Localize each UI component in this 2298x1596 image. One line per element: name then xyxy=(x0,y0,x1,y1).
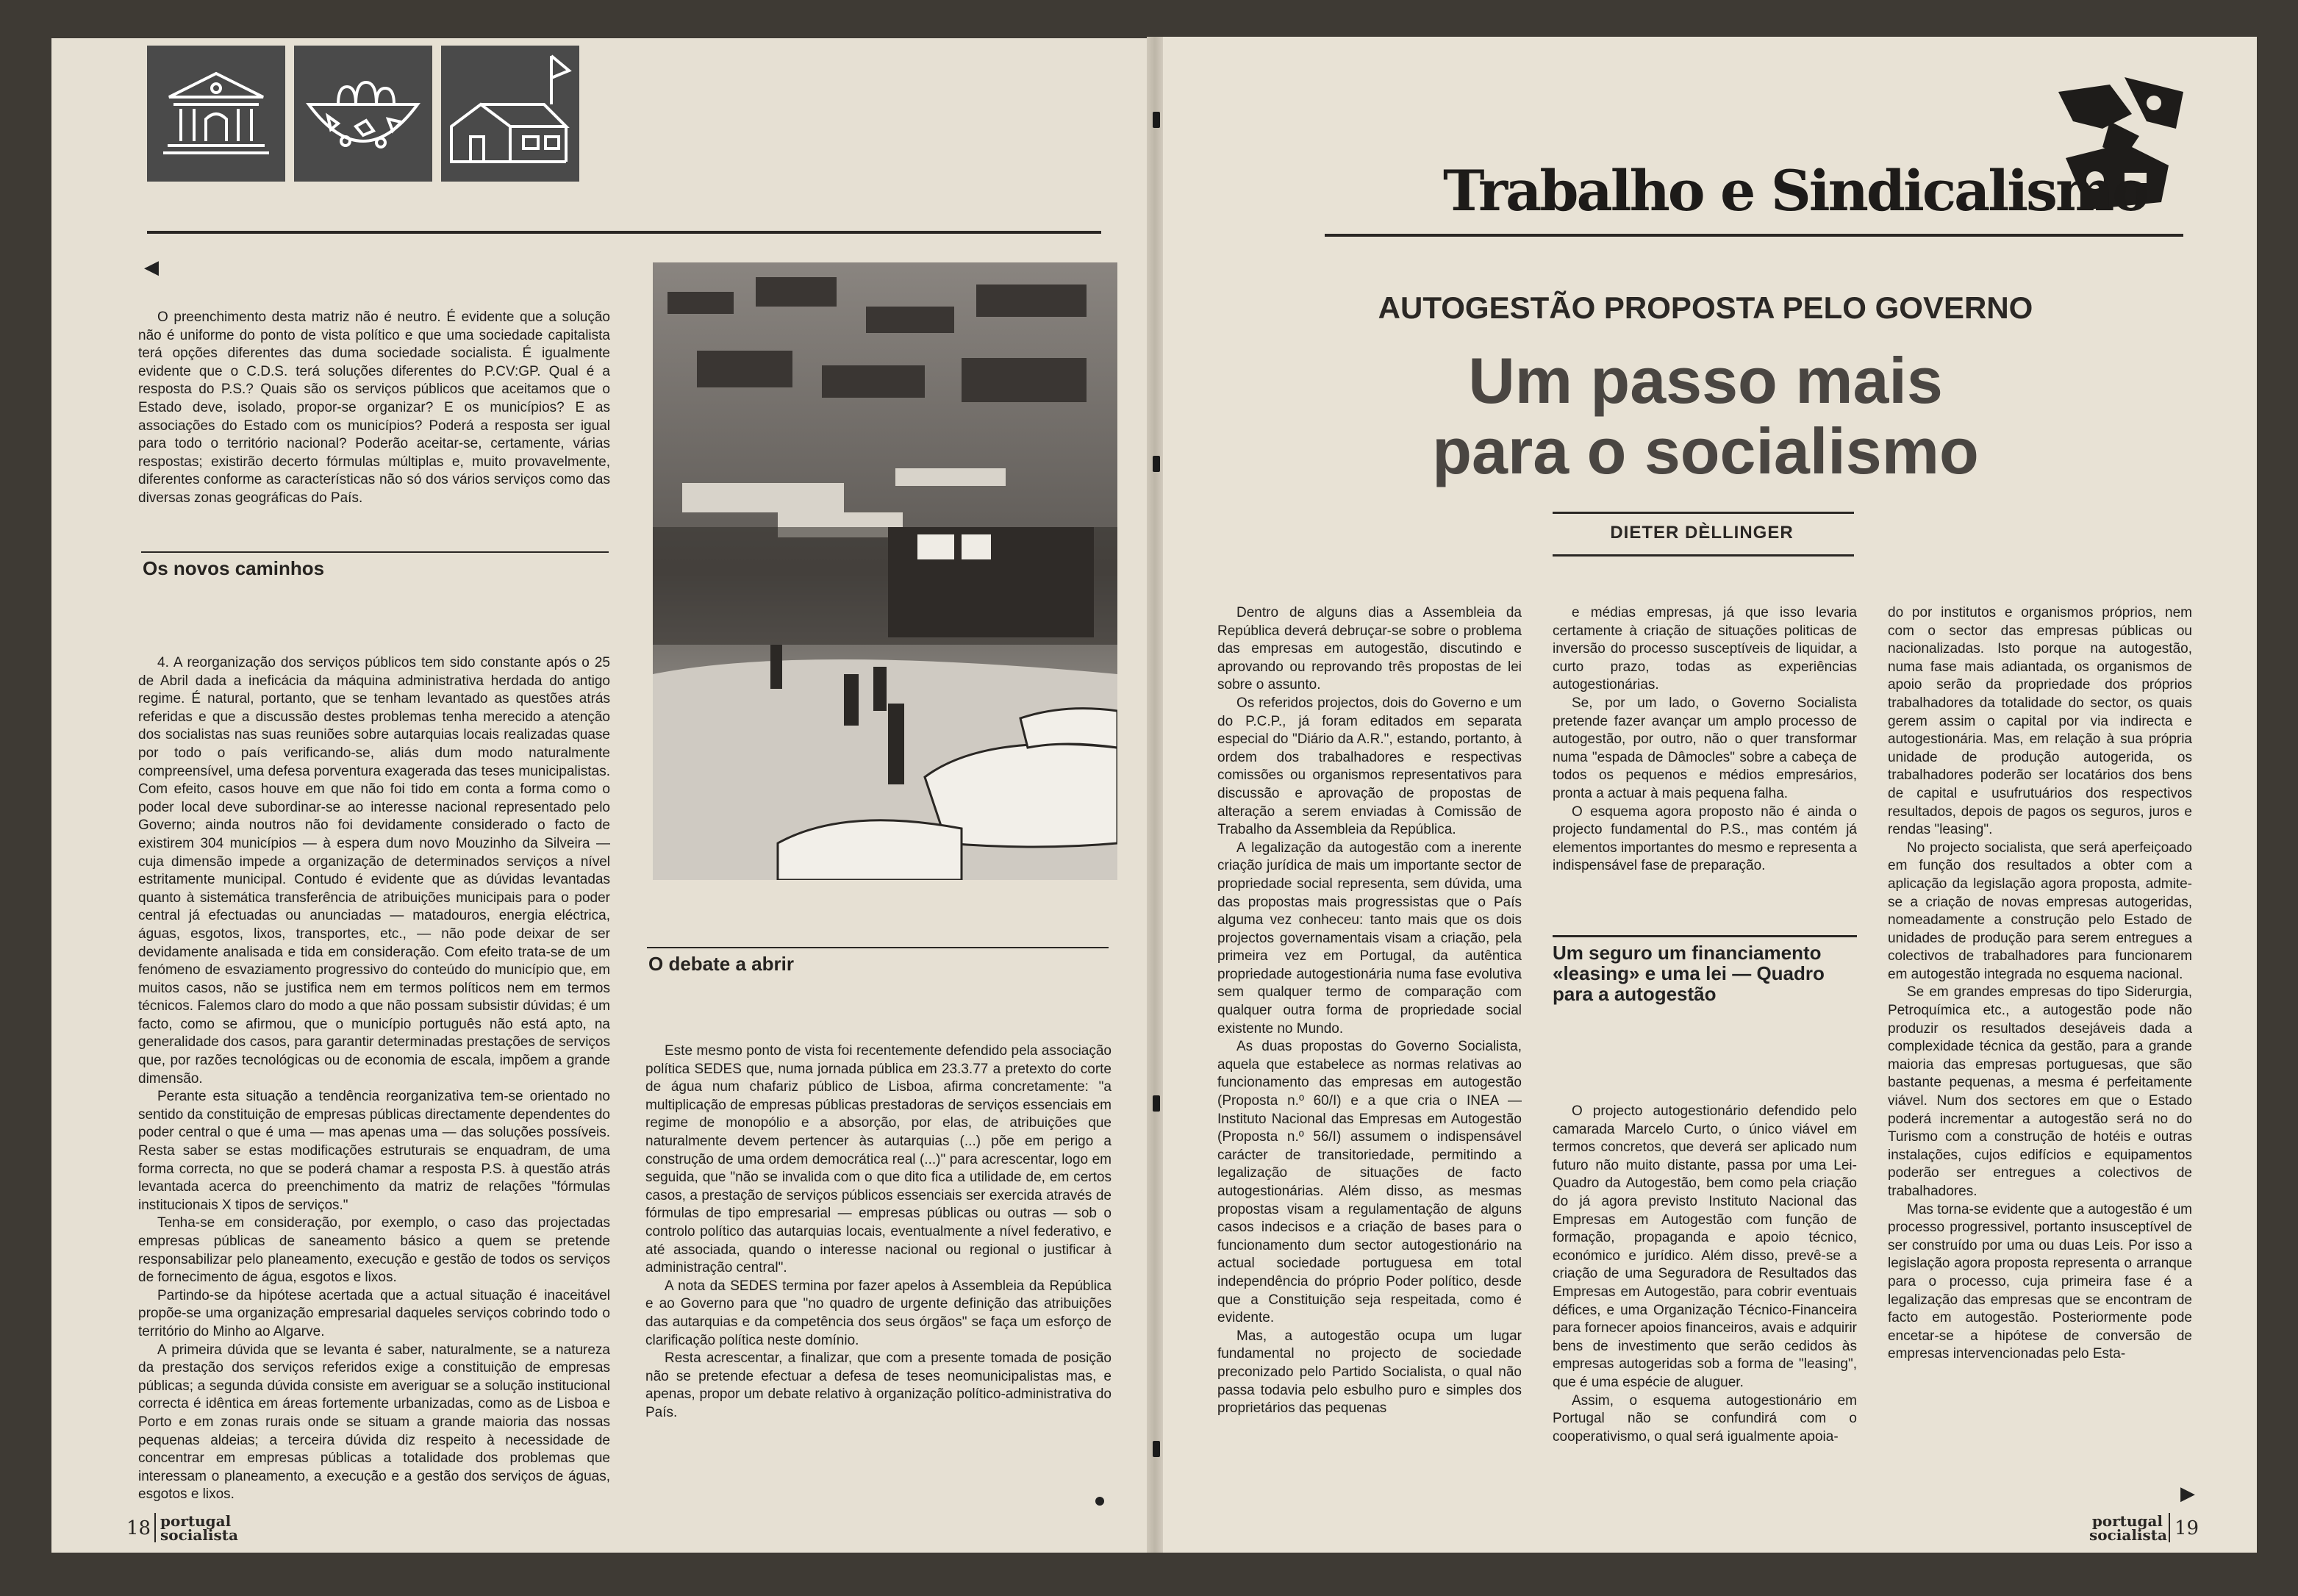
shantytown-photo xyxy=(653,262,1117,880)
paragraph: Dentro de alguns dias a Assembleia da República deverá debruçar-se sobre o problema das empresas em autogestão, discutindo e aprovando ou reprovando três propostas de lei sobre o assunto. xyxy=(1217,605,1522,693)
left-column-1 xyxy=(138,654,610,1504)
meal-bowl-icon xyxy=(294,46,432,182)
paragraph: No projecto socialista, que será aperfeiçoado em função dos resultados a obter com a aplicação da legislação agora proposta, admite-se a criação de novas empresas autogeridas, nomeadamente a construção pelo Estado de unidades de produção para serem entregues a colectivos de trabalhadores para funcionarem em autogestão integrada no esquema nacional. xyxy=(1888,840,2192,982)
paragraph: 4. A reorganização dos serviços públicos tem sido constante após o 25 de Abril dada a ineficácia da máquina administrativa herdada do antigo regime. É natural, portanto, que se tenham levantado as questões atrás referidas e que a discussão destes problemas tenha merecido a atenção dos socialistas nas suas reuniões sobre autarquias locais realizadas quase por todo o país verificando-se, aliás dum modo naturalmente compreensível, uma defesa porventura exagerada das teses municipalistas. Com efeito, casos houve em que não foi tido em conta a forma como o poder local deve subordinar-se ao interesse nacional representado pelo Governo; ainda noutros não foi devidamente considerado o facto de existirem 304 municípios — à espera dum novo Mouzinho da Silveira — cuja dimensão impede a organização de determinados serviços a nível estritamente municipal. Contudo é evidente que as dúvidas levantadas quanto à sistemática transferência de atribuições municipais para o poder central já efectuadas ou anunciadas — matadouros, energia eléctrica, águas, esgotos, lixos, transportes, etc., — não pode deixar de ser devidamente analisada e tida em consideração. Com efeito trata-se de um fenómeno de esvaziamento progressivo do conteúdo do município que, em muitos casos, não se justifica nem em termos políticos nem em termos técnicos. Falemos claro do modo a que não possam subsistir dúvidas; é um facto, como se afirmou, que o município português não está apto, na generalidade dos casos, para garantir determinadas prestações de serviços que, por razões tecnológicas ou de economia de escala, impõem a grande dimensão. xyxy=(138,655,610,1087)
paragraph: Mas, a autogestão ocupa um lugar fundamental no projecto de sociedade preconizado pelo Partido Socialista, o qual não passa todavia pelo esbulho puro e simples dos proprietários das pequenas xyxy=(1217,1328,1522,1417)
right-column-1 xyxy=(1217,604,1522,1418)
subhead-rule xyxy=(141,551,609,553)
paragraph: do por institutos e organismos próprios, nem com o sector das empresas públicas ou nacionalizadas. Isto porque na autogestão, numa fase mais adiantada, os organismos de apoio serão da propriedade dos próprios trabalhadores da totalidade do sector, os quais gerem assim o capital por via indirecta e autogestionária. Mas, em relação à sua própria unidade de produção autogerida, os trabalhadores poderão ser locatários dos bens de capital e usufrutuários dos respectivos resultados, depois de pagos os seguros, juros e rendas "leasing". xyxy=(1888,605,2192,838)
subhead-novos-caminhos: Os novos caminhos xyxy=(143,557,325,579)
brand-line: portugal xyxy=(2091,1512,2163,1530)
paragraph: A legalização da autogestão com a inerente criação jurídica de mais um importante sector de propriedade social representa, sem dúvida, uma das propostas mais progressistas que o País alguma vez conheceu: tanto mais que os dois projectos governamentais visam a criação, pela primeira vez em Portugal, da autêntica propriedade autogestionária numa fase evolutiva sem qualquer termo de comparação com qualquer outra forma de propriedade social existente no Mundo. xyxy=(1217,840,1522,1037)
paragraph: Partindo-se da hipótese acertada que a actual situação é inaceitável propõe-se uma organização empresarial daqueles serviços cobrindo todo o território do Minho ao Algarve. xyxy=(138,1287,610,1339)
header-rule xyxy=(147,231,1101,234)
box-rule xyxy=(1553,935,1857,937)
government-building-icon xyxy=(147,46,285,182)
staple xyxy=(1153,1095,1160,1112)
brand-line: portugal xyxy=(160,1512,232,1530)
paragraph: Os referidos projectos, dois do Governo e um do P.C.P., já foram editados em separata especial do "Diário da A.R.", estando, portanto, à ordem dos trabalhadores e respectivas comissões ou organismos representativos para discussão e aprovação de propostas de alteração a serem enviadas à Comissão de Trabalho da Assembleia da República. xyxy=(1217,695,1522,838)
box-headline: Um seguro um financiamento «leasing» e uma lei — Quadro para a autogestão xyxy=(1553,942,1825,1005)
staple xyxy=(1153,112,1160,128)
subhead-rule xyxy=(647,947,1109,948)
headline xyxy=(1323,346,2088,487)
staple xyxy=(1153,1441,1160,1457)
staple xyxy=(1153,456,1160,472)
right-column-2 xyxy=(1553,604,1857,876)
next-page-arrow-icon: ▶ xyxy=(2180,1482,2195,1504)
prev-page-arrow-icon: ◀ xyxy=(144,256,159,278)
paragraph: As duas propostas do Governo Socialista, aquela que estabelece as normas relativas ao funcionamento das empresas em autogestão (Proposta n.º 60/I) e a que cria o INEA — Instituto Nacional das Empresas em Autogestão (Proposta n.º 56/I) assumem o indispensável carácter de transitoriedade, permitindo a legalização de situações de facto autogestionárias. Além disso, as mesmas propostas visam a regulamentação de alguns casos indecisos e a criação de bases para o funcionamento dum sector autogestionário na actual sociedade portuguesa em total independência do próprio Poder político, desde que a Constituição seja respeitada, como é evidente. xyxy=(1217,1039,1522,1326)
paragraph: Perante esta situação a tendência reorganizativa tem-se orientado no sentido da constituição de empresas públicas directamente dependentes do poder central o que é uma — mas apenas uma — das soluções possíveis. Resta saber se estas modificações estruturais se enquadram, de uma forma correcta, no que se poderá chamar a resposta P.S. à questão atrás levantada acerca do preenchimento da matriz de relações "fórmulas institucionais X tipos de serviços." xyxy=(138,1089,610,1213)
right-column-2b xyxy=(1553,1103,1857,1446)
intro-paragraph xyxy=(138,309,610,508)
byline-rule-bottom xyxy=(1553,554,1854,557)
house-flag-icon xyxy=(441,46,579,182)
paragraph: Resta acrescentar, a finalizar, que com a presente tomada de posição não se pretende efectuar a defesa de teses neomunicipalistas mas, e apenas, propor um debate relativo à organização político-administrativa do País. xyxy=(645,1350,1112,1420)
paragraph: Se em grandes empresas do tipo Siderurgia, Petroquímica etc., a autogestão pode não produzir os resultados desejáveis dada a complexidade técnica da gestão, para a grande maioria das empresas portuguesas, que são bastante pequenas, a mesma é perfeitamente viável. Num dos sectores em que o Estado poderá incrementar a autogestão será no do Turismo com a construção de hotéis e outras instalações, cujos edifícios e equipamentos poderão ser entregues a colectivos de trabalhadores. xyxy=(1888,984,2192,1199)
paragraph: A primeira dúvida que se levanta é saber, naturalmente, se a natureza da prestação dos serviços referidos exige a constituição de empresas públicas; a segunda dúvida consiste em averiguar se a solução institucional correcta é idêntica em áreas fortemente urbanizadas, como as de Lisboa e Porto e em zonas rurais onde se situam a grande maioria das nossas pequenas aldeias; a terceira dúvida diz respeito à necessidade de concentrar em empresas públicas a totalidade dos problemas que interessam o planeamento, a execução e a gestão dos serviços de águas, esgotos e lixos. xyxy=(138,1342,610,1503)
kicker: AUTOGESTÃO PROPOSTA PELO GOVERNO xyxy=(1378,290,2033,325)
paragraph: e médias empresas, já que isso levaria certamente à criação de situações politicas de inversão do processo susceptíveis de liquidar, a curto prazo, todas as experiências autogestionárias. xyxy=(1553,605,1857,693)
folio-divider xyxy=(154,1513,156,1542)
section-title: Trabalho e Sindicalismo xyxy=(1443,158,2147,223)
section-rule xyxy=(1325,234,2183,237)
page-number-right: 19 xyxy=(2174,1517,2199,1539)
headline-line: para o socialismo xyxy=(1432,415,1979,487)
right-column-3 xyxy=(1888,604,2192,1364)
paragraph: Mas torna-se evidente que a autogestão é um processo progressivel, portanto insusceptível de ser construído por uma ou duas Leis. Por isso a legislação agora proposta representa o arranque para o processo, cuja primeira fase é a legalização das empresas que se encontram de facto em autogestão. Posteriormente pode encetar-se a hipótese de conversão de empresas intervencionadas pelo Esta- xyxy=(1888,1201,2192,1362)
byline-rule-top xyxy=(1553,512,1854,514)
intro-text: O preenchimento desta matriz não é neutro. É evidente que a solução não é uniforme do ponto de vista político e que uma sociedade capitalista terá opções diferentes das duma sociedade socialista. É igualmente evidente que o C.D.S. terá soluções diferentes do P.CV:GP. Qual é a resposta do P.S.? Quais são os serviços públicos que aceitamos que o Estado deve, isolado, propor-se organizar? E os municípios? E as associações do Estado com os municípios? Poderá a resposta ser igual para todo o território nacional? Poderão aceitar-se, certamente, várias respostas; existirão decerto fórmulas múltiplas e, muito provavelmente, diferentes conforme as características não só dos vários serviços como das diversas zonas geográficas do País. xyxy=(138,309,610,506)
gutter xyxy=(1147,37,1163,1553)
brand-line: socialista xyxy=(2089,1526,2167,1544)
paragraph: O esquema agora proposto não é ainda o projecto fundamental do P.S., mas contém já elementos importantes do mesmo e representa a indispensável fase de preparação. xyxy=(1553,804,1857,874)
headline-line: Um passo mais xyxy=(1468,344,1943,417)
paragraph: Tenha-se em consideração, por exemplo, o caso das projectadas empresas públicas de saneamento básico a quem se pretende responsabilizar pelo planeamento, execução e gestão de todos os serviços de fornecimento de água, esgotos e lixos. xyxy=(138,1215,610,1286)
paragraph: Este mesmo ponto de vista foi recentemente defendido pela associação política SEDES que, numa jornada pública em 23.3.77 a pretexto do corte de água num chafariz público de Lisboa, afirma concretamente: "a multiplicação de empresas públicas prestadoras de serviços essenciais em regime de monopólio e a absorção, por elas, de atribuições que naturalmente devem pertencer às autarquias (...) põe em perigo a construção de uma ordem democrática real (...)" para acrescentar, logo em seguida, que "não se invalida com o que dito fica a utilidade de, em certos casos, a prestação de serviços públicos essenciais ser exercida através de fórmulas de tipo empresarial — empresas públicas ou outras — sob o controlo político das autarquias locais, eventualmente a nível federativo, e até associada, quando o interesse nacional ou regional o justificar à administração central". xyxy=(645,1043,1112,1276)
brand-logo-left xyxy=(160,1514,238,1542)
brand-logo-right xyxy=(2089,1512,2167,1544)
paragraph: A nota da SEDES termina por fazer apelos à Assembleia da República e ao Governo para que "no quadro de urgente definição das atribuições das autarquias e da competência dos seus órgãos" se faça um esforço de clarificação política neste domínio. xyxy=(645,1278,1112,1348)
left-column-2 xyxy=(645,1042,1112,1422)
page-number-left: 18 xyxy=(126,1517,151,1539)
paragraph: Se, por um lado, o Governo Socialista pretende fazer avançar um amplo processo de autogestão, por outro, não o quer transformar numa "espada de Dâmocles" sobre a cabeça de todos os pequenos e médios empresários, pronta a actuar à mais pequena falha. xyxy=(1553,695,1857,801)
end-mark xyxy=(1095,1497,1104,1506)
subhead-debate-a-abrir: O debate a abrir xyxy=(648,953,794,975)
paragraph: O projecto autogestionário defendido pelo camarada Marcelo Curto, o único viável em termos concretos, que deverá ser aplicado num futuro não muito distante, passa por uma Lei-Quadro da Autogestão, bem como pela criação do já agora previsto Instituto Nacional das Empresas em Autogestão com função de formação, propaganda e apoio técnico, económico e jurídico. Além disso, prevê-se a criação de uma Seguradora de Resultados das Empresas em Autogestão, para cobrir eventuais défices, e uma Organização Técnico-Financeira para fornecer apoios financeiros, avais e adquirir bens de investimento que serão cedidos às empresas autogeridas sob a forma de "leasing", que é uma espécie de aluguer. xyxy=(1553,1103,1857,1390)
brand-line: socialista xyxy=(160,1526,238,1544)
folio-divider xyxy=(2169,1513,2170,1542)
byline: DIETER DÈLLINGER xyxy=(1610,523,1794,543)
paragraph: Assim, o esquema autogestionário em Portugal não se confundirá com o cooperativismo, o qual será igualmente apoia- xyxy=(1553,1392,1857,1445)
